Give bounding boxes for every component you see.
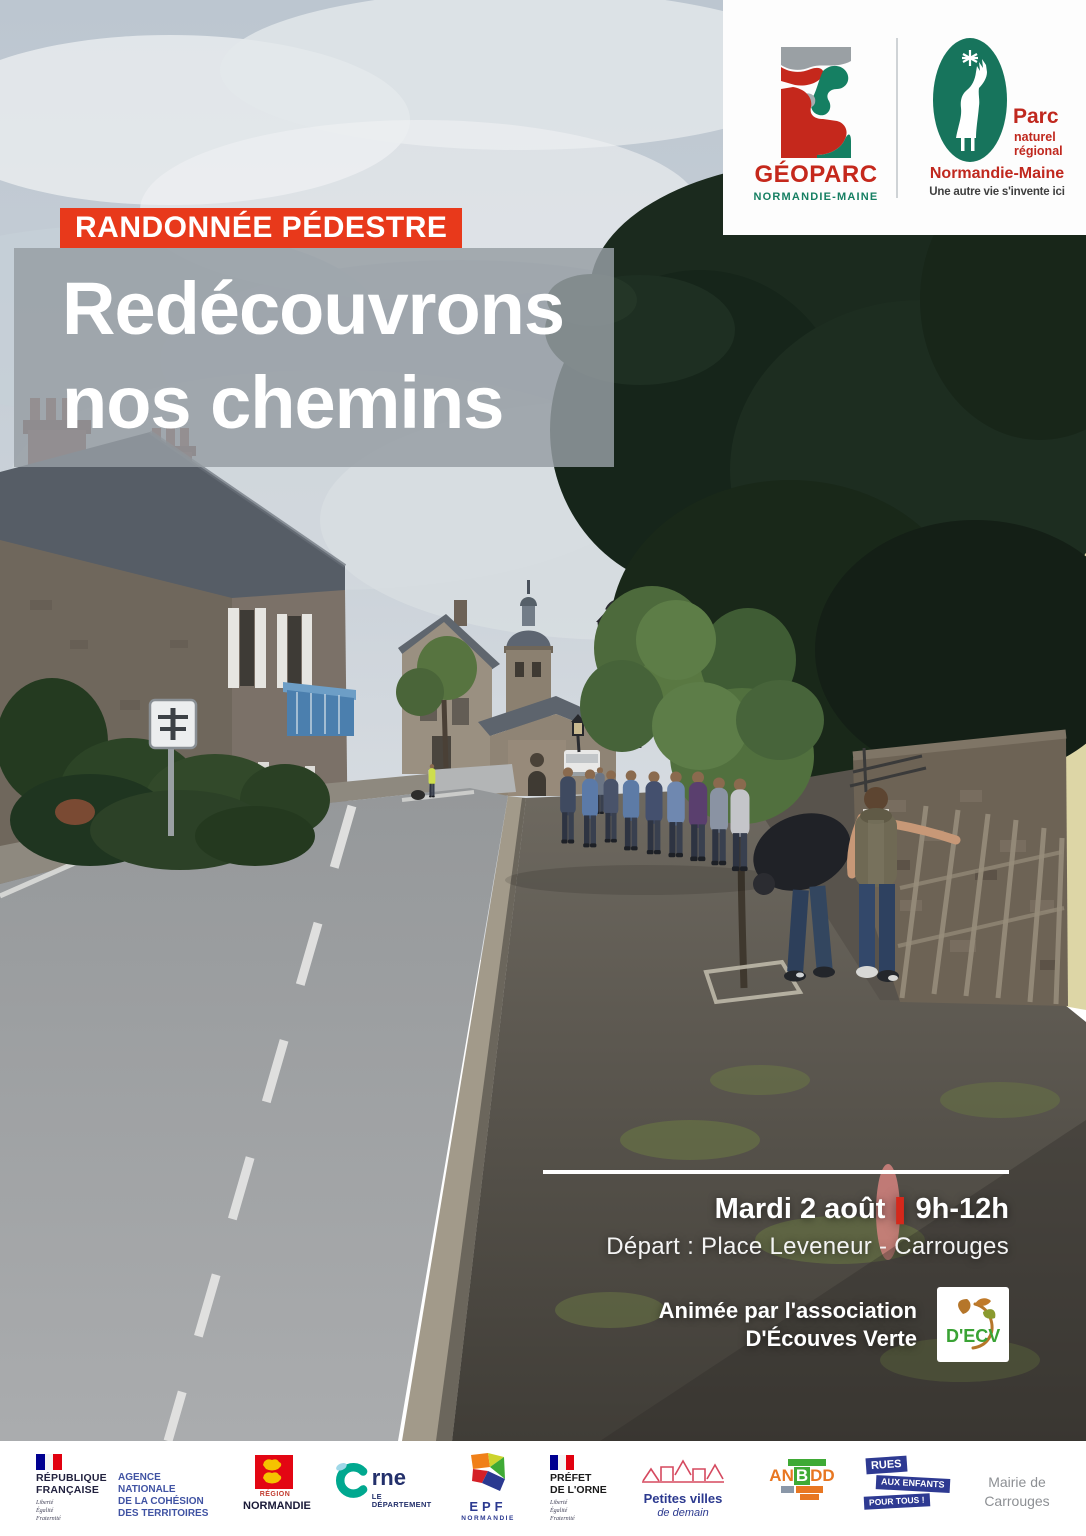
orne-name: rne [371, 1465, 406, 1490]
anct-line: NATIONALE [118, 1484, 176, 1495]
normandie-region-label: RÉGION [259, 1491, 291, 1498]
organizer-line-2: D'Écouves Verte [745, 1325, 917, 1351]
header-logo-box [723, 0, 1086, 235]
logo-anct [118, 1472, 222, 1520]
logo-decv [937, 1287, 1009, 1362]
organizer-line-1: Animée par l'association [658, 1297, 917, 1323]
date-time-separator: | [891, 1193, 909, 1225]
normandie-name: NORMANDIE [243, 1499, 311, 1512]
rf-line-1: RÉPUBLIQUE [36, 1472, 107, 1484]
motto-line: Fraternité [36, 1516, 61, 1523]
logo-mairie-de-carrouges [962, 1473, 1072, 1511]
logo-anbdd [766, 1459, 838, 1500]
orne-o-icon [332, 1461, 370, 1499]
anbdd-chips [766, 1486, 838, 1493]
logo-petites-villes-de-demain [636, 1453, 730, 1519]
motto-line: Fraternité [550, 1516, 575, 1523]
partner-footer [0, 1441, 1086, 1536]
pnr-word-parc: Parc [1013, 105, 1059, 128]
motto-line: Liberté [550, 1500, 568, 1507]
logo-parc-naturel [915, 34, 1079, 234]
event-info [369, 1170, 1009, 1362]
normandie-flag-icon [255, 1455, 295, 1489]
anbdd-green-chip [788, 1459, 826, 1466]
event-departure: Départ : Place Leveneur - Carrouges [606, 1233, 1009, 1260]
organizer-text [659, 1297, 917, 1353]
pnr-deer-icon [931, 36, 1009, 164]
anbdd-chips-2 [766, 1494, 838, 1500]
anct-line: DE LA COHÉSION [118, 1496, 204, 1507]
decv-sprout-icon [943, 1294, 1003, 1356]
rues-chip-2: AUX ENFANTS [876, 1475, 950, 1493]
event-rule [543, 1170, 1009, 1174]
epf-sub: NORMANDIE [461, 1514, 515, 1522]
french-flag-icon [550, 1455, 574, 1470]
anbdd-name [766, 1467, 838, 1485]
title-line-2: nos chemins [62, 361, 504, 444]
geoparc-name: GÉOPARC [754, 161, 878, 188]
logo-region-normandie [243, 1455, 311, 1512]
rf-motto [36, 1499, 122, 1523]
prefet-line-1: PRÉFET [550, 1472, 592, 1484]
geoparc-region: NORMANDIE-MAINE [753, 191, 879, 203]
motto-line: Égalité [36, 1508, 54, 1515]
rues-chip-1: RUES [865, 1456, 907, 1475]
pnr-word-naturel: naturel [1014, 130, 1056, 144]
logo-prefet-orne [550, 1455, 630, 1523]
event-date-line [369, 1193, 1009, 1226]
title-panel [14, 248, 614, 467]
anbdd-dd: DD [810, 1466, 835, 1485]
logo-rues-aux-enfants [862, 1455, 952, 1509]
epf-name: EPF [469, 1498, 507, 1514]
pvd-name: Petites villes [643, 1490, 723, 1506]
category-banner: RANDONNÉE PÉDESTRE [60, 208, 462, 248]
anbdd-an: AN [769, 1466, 794, 1485]
event-time: 9h-12h [915, 1193, 1009, 1225]
pvd-sub: de demain [657, 1506, 709, 1519]
motto-line: Liberté [36, 1500, 54, 1507]
prefet-line-2: DE L'ORNE [550, 1483, 607, 1496]
pnr-name: Normandie-Maine [929, 165, 1065, 182]
organizer-row [369, 1287, 1009, 1362]
mairie-line-2: Carrouges [984, 1492, 1050, 1509]
decv-logo-text: D'ECV [946, 1325, 1001, 1346]
prefet-motto [550, 1499, 630, 1523]
epf-mosaic-icon [470, 1453, 506, 1493]
anct-line: DES TERRITOIRES [118, 1508, 209, 1519]
rf-line-2: FRANÇAISE [36, 1483, 100, 1496]
motto-line: Égalité [550, 1508, 568, 1515]
village-sketch-icon [640, 1453, 726, 1485]
orne-sub: LE DÉPARTEMENT [371, 1492, 432, 1510]
logo-epf-normandie [452, 1453, 524, 1522]
blue-canopy [283, 682, 356, 736]
logo-geoparc [751, 45, 881, 203]
logo-orne-departement [332, 1461, 440, 1510]
geoparc-mark-icon [781, 45, 851, 158]
mairie-line-1: Mairie de [988, 1474, 1046, 1490]
french-flag-icon [36, 1454, 62, 1470]
title-line-1: Redécouvrons [62, 267, 565, 350]
logo-divider [896, 38, 898, 198]
pnr-word-regional: régional [1014, 144, 1063, 158]
event-date: Mardi 2 août [714, 1193, 886, 1225]
anct-line: AGENCE [118, 1472, 161, 1483]
logo-republique-francaise [36, 1454, 122, 1523]
rues-chip-3: POUR TOUS ! [864, 1493, 930, 1510]
anbdd-b: B [795, 1466, 809, 1485]
pnr-tagline: Une autre vie s'invente ici [929, 186, 1065, 198]
